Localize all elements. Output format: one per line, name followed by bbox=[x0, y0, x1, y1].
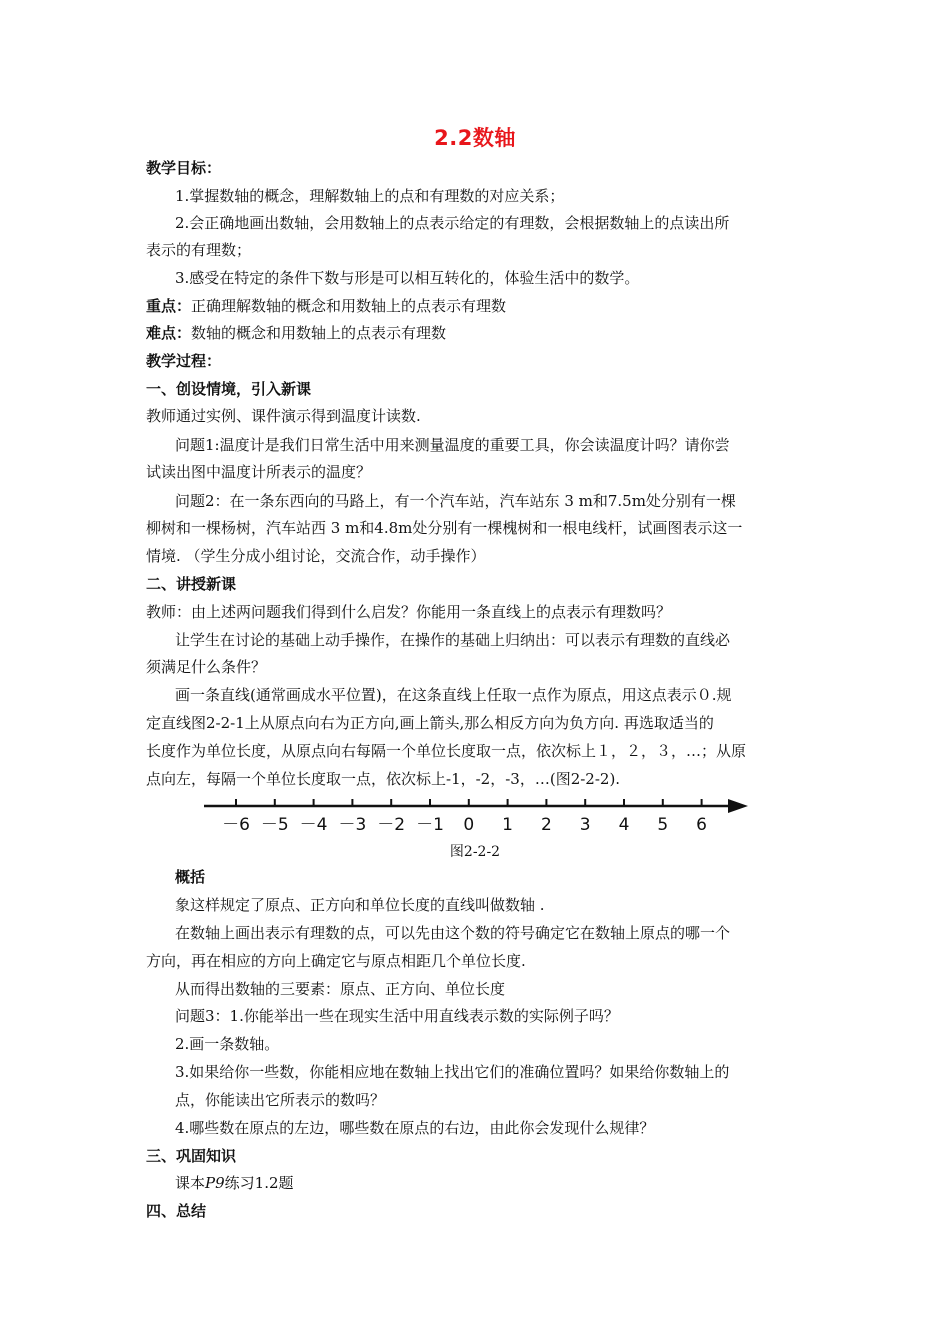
question-1-line-1: 问题1:温度计是我们日常生活中用来测量温度的重要工具，你会读温度计吗？请你尝 bbox=[175, 436, 730, 454]
question-2-line-3: 情境. （学生分成小组讨论，交流合作，动手操作） bbox=[146, 547, 486, 565]
summary-definition: 象这样规定了原点、正方向和单位长度的直线叫做数轴 . bbox=[175, 896, 545, 914]
axis-tick-label: 0 bbox=[463, 815, 475, 835]
section-2-p3-line-3: 长度作为单位长度，从原点向右每隔一个单位长度取一点，依次标上１，２，３，…；从原 bbox=[146, 742, 747, 760]
question-2-line-2: 柳树和一棵杨树，汽车站西 3 m和4.8m处分别有一棵槐树和一根电线杆，试画图表示这一 bbox=[146, 519, 743, 537]
difficult-point bbox=[146, 323, 810, 343]
question-3-item-2: 2.画一条数轴。 bbox=[175, 1035, 280, 1053]
axis-tick-label: 3 bbox=[579, 815, 591, 835]
section-2-p3-line-4: 点向左，每隔一个单位长度取一点，依次标上-1，-2，-3，…(图2-2-2). bbox=[146, 770, 621, 788]
summary-p2-line-2: 方向，再在相应的方向上确定它与原点相距几个单位长度. bbox=[146, 952, 526, 970]
key-point-text: 正确理解数轴的概念和用数轴上的点表示有理数 bbox=[191, 297, 507, 315]
goal-1: 1.掌握数轴的概念，理解数轴上的点和有理数的对应关系； bbox=[175, 187, 565, 205]
key-point-label: 重点： bbox=[146, 297, 192, 315]
summary-p2-line-1: 在数轴上画出表示有理数的点，可以先由这个数的符号确定它在数轴上原点的哪一个 bbox=[175, 924, 731, 942]
section-2-heading: 二、讲授新课 bbox=[146, 575, 237, 593]
summary-three-elements: 从而得出数轴的三要素：原点、正方向、单位长度 bbox=[175, 980, 506, 998]
goal-3: 3.感受在特定的条件下数与形是可以相互转化的，体验生活中的数学。 bbox=[175, 269, 640, 287]
axis-tick-label: 2 bbox=[540, 815, 552, 835]
axis-tick-label: 1 bbox=[502, 815, 514, 835]
section-3-heading: 三、巩固知识 bbox=[146, 1147, 237, 1165]
section-4-heading: 四、总结 bbox=[146, 1202, 207, 1220]
figure-caption: 图2-2-2 bbox=[449, 844, 501, 860]
question-3-item-1: 问题3：1.你能举出一些在现实生活中用直线表示数的实际例子吗？ bbox=[175, 1007, 619, 1025]
axis-tick-label: －1 bbox=[416, 815, 444, 835]
goals-heading: 教学目标： bbox=[146, 159, 222, 177]
axis-tick-label: 5 bbox=[657, 815, 669, 835]
positive-direction-arrow-icon bbox=[728, 799, 748, 813]
section-2-p2-line-1: 让学生在讨论的基础上动手操作，在操作的基础上归纳出：可以表示有理数的直线必 bbox=[175, 631, 731, 649]
axis-tick-label: －4 bbox=[299, 815, 328, 835]
difficult-point-label: 难点： bbox=[146, 324, 192, 342]
goal-2-line-1: 2.会正确地画出数轴，会用数轴上的点表示给定的有理数，会根据数轴上的点读出所 bbox=[175, 214, 730, 232]
section-2-p3-line-1: 画一条直线(通常画成水平位置)，在这条直线上任取一点作为原点，用这点表示０.规 bbox=[175, 686, 732, 704]
summary-heading: 概括 bbox=[175, 868, 206, 886]
key-point bbox=[146, 296, 810, 316]
axis-tick-label: －3 bbox=[338, 815, 367, 835]
section-2-p2-line-2: 须满足什么条件？ bbox=[146, 658, 267, 676]
question-3-item-4: 4.哪些数在原点的左边，哪些数在原点的右边，由此你会发现什么规律？ bbox=[175, 1119, 655, 1137]
axis-tick-label: 4 bbox=[618, 815, 630, 835]
page-title: 2.2数轴 bbox=[434, 126, 516, 150]
exercise-prefix: 课本 bbox=[175, 1174, 206, 1192]
difficult-point-text: 数轴的概念和用数轴上的点表示有理数 bbox=[191, 324, 447, 342]
exercise-suffix: 练习1.2题 bbox=[224, 1174, 294, 1192]
section-2-teacher: 教师：由上述两问题我们得到什么启发？你能用一条直线上的点表示有理数吗？ bbox=[146, 603, 672, 621]
exercise-page: P9 bbox=[205, 1174, 225, 1192]
goal-2-line-2: 表示的有理数； bbox=[146, 241, 252, 259]
axis-tick-label: 6 bbox=[696, 815, 708, 835]
question-1-line-2: 试读出图中温度计所表示的温度？ bbox=[146, 463, 372, 481]
question-2-line-1: 问题2：在一条东西向的马路上，有一个汽车站，汽车站东 3 m和7.5m处分别有一棵 bbox=[175, 492, 736, 510]
section-2-p3-line-2: 定直线图2-2-1上从原点向右为正方向,画上箭头,那么相反方向为负方向. 再选取适当的 bbox=[146, 714, 714, 732]
process-heading: 教学过程： bbox=[146, 352, 222, 370]
axis-tick-label: －5 bbox=[260, 815, 289, 835]
section-1-intro: 教师通过实例、课件演示得到温度计读数. bbox=[146, 407, 421, 425]
section-1-heading: 一、创设情境，引入新课 bbox=[146, 380, 312, 398]
axis-tick-label: －6 bbox=[222, 815, 250, 835]
axis-tick-label: －2 bbox=[377, 815, 406, 835]
question-3-item-3-line-2: 点，你能读出它所表示的数吗？ bbox=[175, 1091, 386, 1109]
number-line-figure bbox=[200, 796, 760, 840]
section-3-exercise bbox=[175, 1173, 839, 1193]
question-3-item-3-line-1: 3.如果给你一些数，你能相应地在数轴上找出它们的准确位置吗？如果给你数轴上的 bbox=[175, 1063, 730, 1081]
